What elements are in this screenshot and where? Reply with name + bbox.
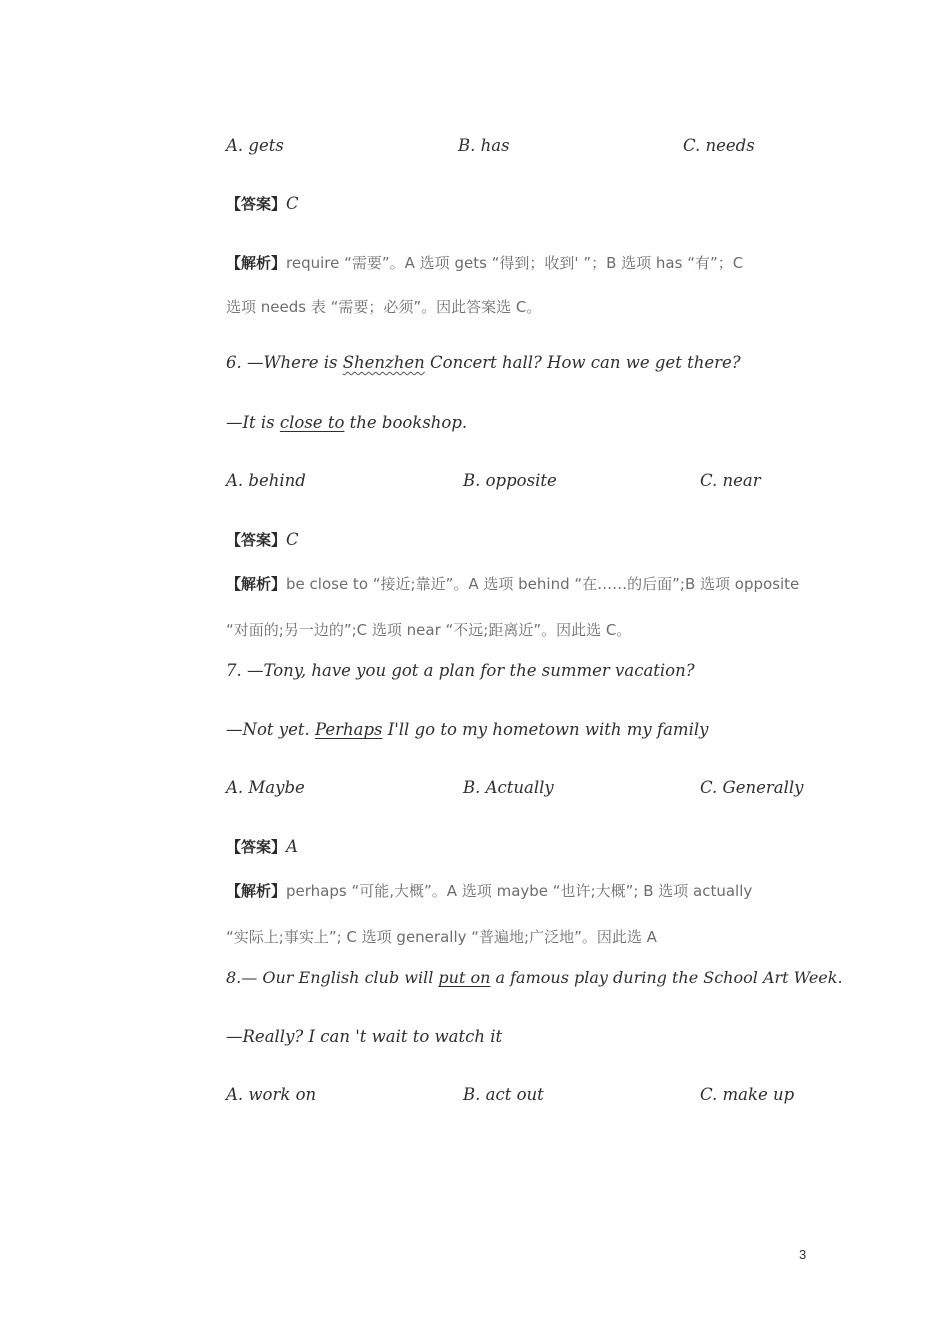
q6-question-wavy: Shenzhen [342,353,425,372]
q6-reply-underlined: close to [279,413,345,432]
q6-option-c: C. near [700,471,761,490]
answer-label: 【答案】 [226,838,287,856]
q8-option-a: A. work on [226,1085,317,1104]
q5-option-b: B. has [458,136,510,155]
q5-answer [226,193,299,214]
q8-option-b: B. act out [463,1085,544,1104]
q7-option-c: C. Generally [700,778,804,797]
analysis-text: require “需要”。A 选项 gets “得到；收到' ”；B 选项 has “有”；C [286,254,744,272]
analysis-text: be close to “接近;靠近”。A 选项 behind “在……的后面”;B 选项 opposite [286,575,800,593]
q6-option-b: B. opposite [463,471,557,490]
q7-reply-prefix: —Not yet. [226,720,315,739]
answer-label: 【答案】 [226,195,287,213]
q5-analysis-line2: 选项 needs 表 “需要；必须”。因此答案选 C。 [226,298,542,316]
answer-label: 【答案】 [226,531,287,549]
answer-value: C [286,194,299,213]
q6-answer [226,529,299,550]
analysis-label: 【解析】 [226,254,287,272]
q7-analysis-line2: “实际上;事实上”; C 选项 generally “普遍地;广泛地”。因此选 A [226,928,657,946]
q5-analysis-line1 [226,252,743,273]
q6-analysis-line1 [226,573,799,594]
q8-question [226,968,843,987]
q7-reply-underlined: Perhaps [314,720,383,739]
q7-option-a: A. Maybe [226,778,305,797]
q8-question-underlined: put on [438,968,491,987]
analysis-text: perhaps “可能,大概”。A 选项 maybe “也许;大概”; B 选项 actually [286,882,753,900]
q6-reply-suffix: the bookshop. [344,413,468,432]
q5-option-a: A. gets [226,136,284,155]
q7-option-b: B. Actually [463,778,554,797]
q6-reply [226,413,467,432]
q6-question [226,353,741,372]
q6-option-a: A. behind [226,471,306,490]
answer-value: C [286,530,299,549]
q7-reply-suffix: I'll go to my hometown with my family [382,720,709,739]
q8-reply: —Really? I can 't wait to watch it [226,1027,503,1046]
q6-question-prefix: 6. —Where is [226,353,343,372]
answer-value: A [286,837,298,856]
analysis-label: 【解析】 [226,882,287,900]
q5-option-c: C. needs [683,136,755,155]
q7-answer [226,836,298,857]
q7-reply [226,720,708,739]
q6-question-suffix: Concert hall? How can we get there? [424,353,741,372]
q6-analysis-line2: “对面的;另一边的”;C 选项 near “不远;距离近”。因此选 C。 [226,621,632,639]
q7-question: 7. —Tony, have you got a plan for the summer vacation? [226,661,695,680]
analysis-label: 【解析】 [226,575,287,593]
q7-analysis-line1 [226,880,752,901]
q6-reply-prefix: —It is [226,413,280,432]
q8-option-c: C. make up [700,1085,795,1104]
page-number: 3 [799,1247,807,1262]
q8-question-suffix: a famous play during the School Art Week. [490,968,843,987]
q8-question-prefix: 8.— Our English club will [226,968,439,987]
